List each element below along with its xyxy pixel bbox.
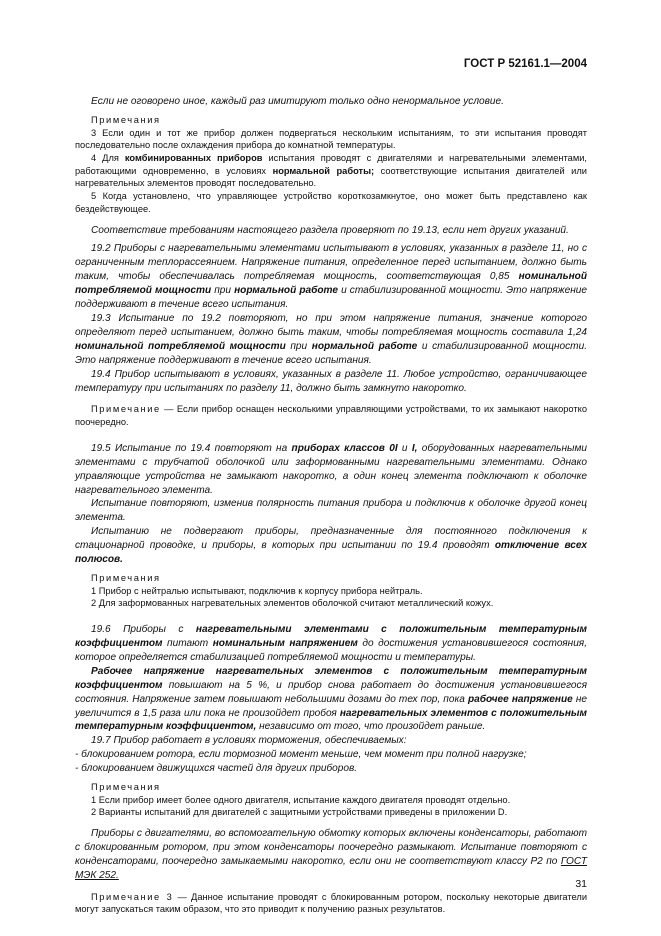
note-5: 5 Когда установлено, что управляющее устройство короткозамкнутое, оно может быть представлено как бездействующее.	[75, 191, 587, 214]
note2-2: 2 Для заформованных нагревательных элементов оболочкой считают металлический кожух.	[91, 598, 494, 609]
clause-19-5-exempt: Испытанию не подвергают приборы, предназначенные для постоянного подключения к стационарной проводке, и приборы, в которых при испытании по 19.4 проводят отключение всех полюсов.	[75, 526, 587, 566]
clause-19-3: 19.3 Испытание по 19.2 повторяют, но при этом напряжение питания, значение которого определяют перед испытанием, должно быть таким, чтобы потребляемая мощность составила 1,24 номинальной потребляемой мощности при нормальной работе и стабилизированной мощности. Это напряжение поддерживают в течение всего испытания.	[75, 312, 588, 366]
note-single: Примечание — Если прибор оснащен несколькими управляющими устройствами, то их замыкают накоротко поочередно.	[75, 404, 587, 428]
page-body	[75, 95, 587, 916]
clause-19-5: 19.5 Испытание по 19.4 повторяют на приборах классов 0I и I, оборудованных нагревательными элементами с трубчатой оболочкой или заформованными нагревательными элементами. Однако управляющие устройства не замыкают накоротко, а один конец элемента подключают к оболочке нагревательного элемента.	[75, 442, 587, 496]
list-item: - блокированием ротора, если тормозной момент меньше, чем момент при полной нагрузке;	[75, 749, 527, 761]
clause-19-6-working-voltage: Рабочее напряжение нагревательных элементов с положительным температурным коэффициентом повышают на 5 %, и прибор снова работает до достижения установившегося состояния. Напряжение затем повышают небольшими дозами до тех пор, пока рабочее напряжение не увеличится в 1,5 раза или пока не произойдет пробоя нагревательных элементов с положительным температурным коэффициентом, независимо от того, что произойдет раньше.	[75, 665, 587, 733]
note3-1: 1 Если прибор имеет более одного двигателя, испытание каждого двигателя проводят отдельно.	[91, 794, 511, 805]
clause-19-7: 19.7 Прибор работает в условиях торможения, обеспечиваемых:	[91, 735, 407, 747]
note-3: 3 Если один и тот же прибор должен подвергаться нескольким испытаниям, то эти испытания проводят последовательно после охлаждения прибора до комнатной температуры.	[75, 127, 587, 151]
page-number: 31	[575, 878, 587, 890]
note-4: 4 Для комбинированных приборов испытания проводят с двигателями и нагревательными элементами, работающими одновременно, в условиях нормальной работы; соответствующие испытания двигателей или нагревательных элементов проводят последовательно.	[75, 153, 587, 189]
capacitors-paragraph: Приборы с двигателями, во вспомогательную обмотку которых включены конденсаторы, работают с блокированным ротором, при этом конденсаторы поочередно размыкают. Испытание повторяют с конденсаторами, поочередно замыкаемыми накоротко, если они не соответствуют классу P2 по ГОСТ МЭК 252.	[75, 828, 587, 881]
document-header: ГОСТ Р 52161.1—2004	[463, 58, 587, 70]
note3-2: 2 Варианты испытаний для двигателей с защитными устройствами приведены в приложении D.	[91, 807, 508, 818]
clause-19-2: 19.2 Приборы с нагревательными элементами испытывают в условиях, указанных в разделе 11, но с ограниченным теплорассеянием. Напряжение питания, определенное перед испытанием, должно быть таким, чтобы обеспечивалась потребляемая мощность, соответствующая 0,85 номинальной потребляемой мощности при нормальной работе и стабилизированной мощности. Это напряжение поддерживают в течение всего испытания.	[75, 243, 587, 311]
gost-reference-link[interactable]: ГОСТ МЭК 252.	[75, 855, 587, 881]
notes-title: Примечания	[91, 572, 161, 583]
clause-19-5-polarity: Испытание повторяют, изменив полярность питания прибора и подключив к оболочке другой конец элемента.	[75, 498, 587, 524]
intro-paragraph: Если не оговорено иное, каждый раз имитируют только одно ненормальное условие.	[91, 96, 504, 107]
clause-19-4: 19.4 Прибор испытывают в условиях, указанных в разделе 11. Любое устройство, ограничивающее температуру при испытаниях по разделу 11, должно быть замкнуто накоротко.	[75, 368, 587, 394]
notes-title: Примечания	[91, 114, 161, 125]
list-item: - блокированием движущихся частей для других приборов.	[75, 763, 358, 775]
notes-title: Примечания	[91, 782, 161, 793]
note-final: Примечание 3 — Данное испытание проводят с блокированным ротором, поскольку некоторые двигатели могут запускаться таким образом, что это приводит к получению разных результатов.	[75, 891, 588, 915]
clause-19-6: 19.6 Приборы с нагревательными элементами с положительным температурным коэффициентом питают номинальным напряжением до достижения установившегося состояния, которое определяется стабилизацией потребляемой мощности и температуры.	[75, 624, 588, 663]
conformity-paragraph: Соответствие требованиям настоящего раздела проверяют по 19.13, если нет других указаний.	[91, 224, 569, 236]
note2-1: 1 Прибор с нейтралью испытывают, подключив к корпусу прибора нейтраль.	[91, 585, 423, 596]
